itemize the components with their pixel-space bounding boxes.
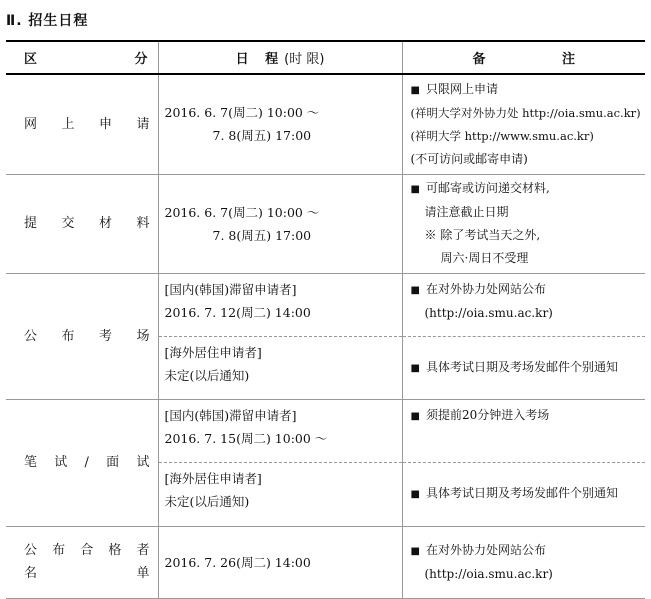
category-char: 者: [136, 543, 150, 558]
note-line: (不可访问或邮寄申请): [410, 151, 528, 166]
category-cell: [6, 174, 158, 273]
notes-cell: [402, 174, 645, 273]
note-line: ■ 在对外协力处网站公布: [411, 278, 646, 302]
table-header-row: [6, 41, 645, 74]
date-line: 2016. 7. 15(周二) 10:00 ～: [164, 431, 328, 446]
category-char: 交: [61, 216, 75, 231]
date-line: 2016. 6. 7(周二) 10:00 ～: [164, 105, 320, 121]
header-notes: [402, 41, 645, 74]
note-line: ■ 可邮寄或访问递交材料,: [411, 177, 646, 201]
header-notes-char: 备: [472, 52, 486, 67]
schedule-table: [6, 40, 645, 599]
date-line: 7. 8(周五) 17:00: [212, 227, 312, 243]
applicant-group: [国内(韩国)滞留申请者]: [164, 408, 297, 423]
note-line: ※ 除了考试当天之外,: [424, 228, 541, 242]
table-row: [6, 174, 645, 273]
header-category: [6, 41, 158, 74]
notes-cell: [402, 74, 645, 174]
note-line: ■ 在对外协力处网站公布: [411, 539, 646, 563]
section-title: Ⅱ. 招生日程: [6, 13, 89, 29]
category-char: 单: [136, 566, 150, 581]
date-line: 未定(以后通知): [164, 494, 250, 509]
applicant-group: [海外居住申请者]: [164, 471, 262, 486]
category-cell: [6, 399, 158, 526]
date-line: 2016. 7. 26(周二) 14:00: [164, 554, 311, 570]
table-row: [6, 74, 645, 174]
category-cell: [6, 526, 158, 598]
table-row: [6, 526, 645, 598]
note-line: (http://oia.smu.ac.kr): [424, 305, 553, 320]
notes-cell: [402, 526, 645, 598]
date-line: 7. 8(周五) 17:00: [212, 128, 312, 144]
category-char: 料: [136, 216, 150, 231]
category-char: /: [84, 455, 89, 470]
category-char: 网: [24, 116, 38, 132]
category-char: 面: [106, 455, 120, 470]
note-line: 请注意截止日期: [424, 205, 509, 219]
header-schedule-sub: (时 限): [284, 52, 325, 67]
category-char: 笔: [24, 455, 38, 470]
date-line: 2016. 6. 7(周二) 10:00 ～: [164, 204, 320, 220]
header-notes-char: 注: [561, 52, 575, 67]
category-char: 合: [80, 543, 94, 558]
category-char: 场: [136, 328, 150, 344]
notes-cell: [402, 273, 645, 399]
category-char: 公: [24, 328, 38, 344]
date-cell: [158, 399, 402, 526]
category-cell: [6, 273, 158, 399]
note-line: (http://oia.smu.ac.kr): [424, 566, 553, 581]
note-line: ■ 须提前20分钟进入考场: [411, 404, 646, 428]
note-line: ■ 只限网上申请: [411, 78, 646, 102]
category-char: 布: [61, 328, 75, 344]
header-schedule-main: 日 程: [235, 52, 285, 67]
note-line: ■ 具体考试日期及考场发邮件个别通知: [411, 482, 618, 506]
category-char: 申: [98, 116, 112, 132]
date-cell: [158, 273, 402, 399]
category-char: 上: [61, 116, 75, 132]
applicant-group: [海外居住申请者]: [164, 344, 262, 360]
date-line: 未定(以后通知): [164, 367, 250, 383]
category-char: 格: [108, 543, 122, 558]
category-char: 名: [24, 566, 38, 581]
date-cell: [158, 74, 402, 174]
category-char: 提: [24, 216, 38, 231]
header-schedule: [158, 41, 402, 74]
table-row: [6, 273, 645, 399]
note-line: (祥明大学 http://www.smu.ac.kr): [410, 128, 594, 143]
header-category-char: 分: [134, 52, 148, 67]
date-cell: [158, 526, 402, 598]
category-char: 公: [24, 543, 38, 558]
category-char: 材: [98, 216, 112, 231]
header-category-char: 区: [24, 52, 38, 67]
date-line: 2016. 7. 12(周二) 14:00: [164, 304, 311, 320]
date-cell: [158, 174, 402, 273]
note-line: 周六·周日不受理: [440, 251, 529, 265]
category-char: 请: [136, 116, 150, 132]
table-row: [6, 399, 645, 526]
note-line: (祥明大学对外协力处 http://oia.smu.ac.kr): [410, 105, 641, 120]
category-char: 布: [52, 543, 66, 558]
category-char: 试: [136, 455, 150, 470]
applicant-group: [国内(韩国)滞留申请者]: [164, 281, 297, 297]
category-char: 试: [54, 455, 68, 470]
category-char: 考: [98, 328, 112, 344]
notes-cell: [402, 399, 645, 526]
note-line: ■ 具体考试日期及考场发邮件个别通知: [411, 356, 618, 380]
category-cell: [6, 74, 158, 174]
